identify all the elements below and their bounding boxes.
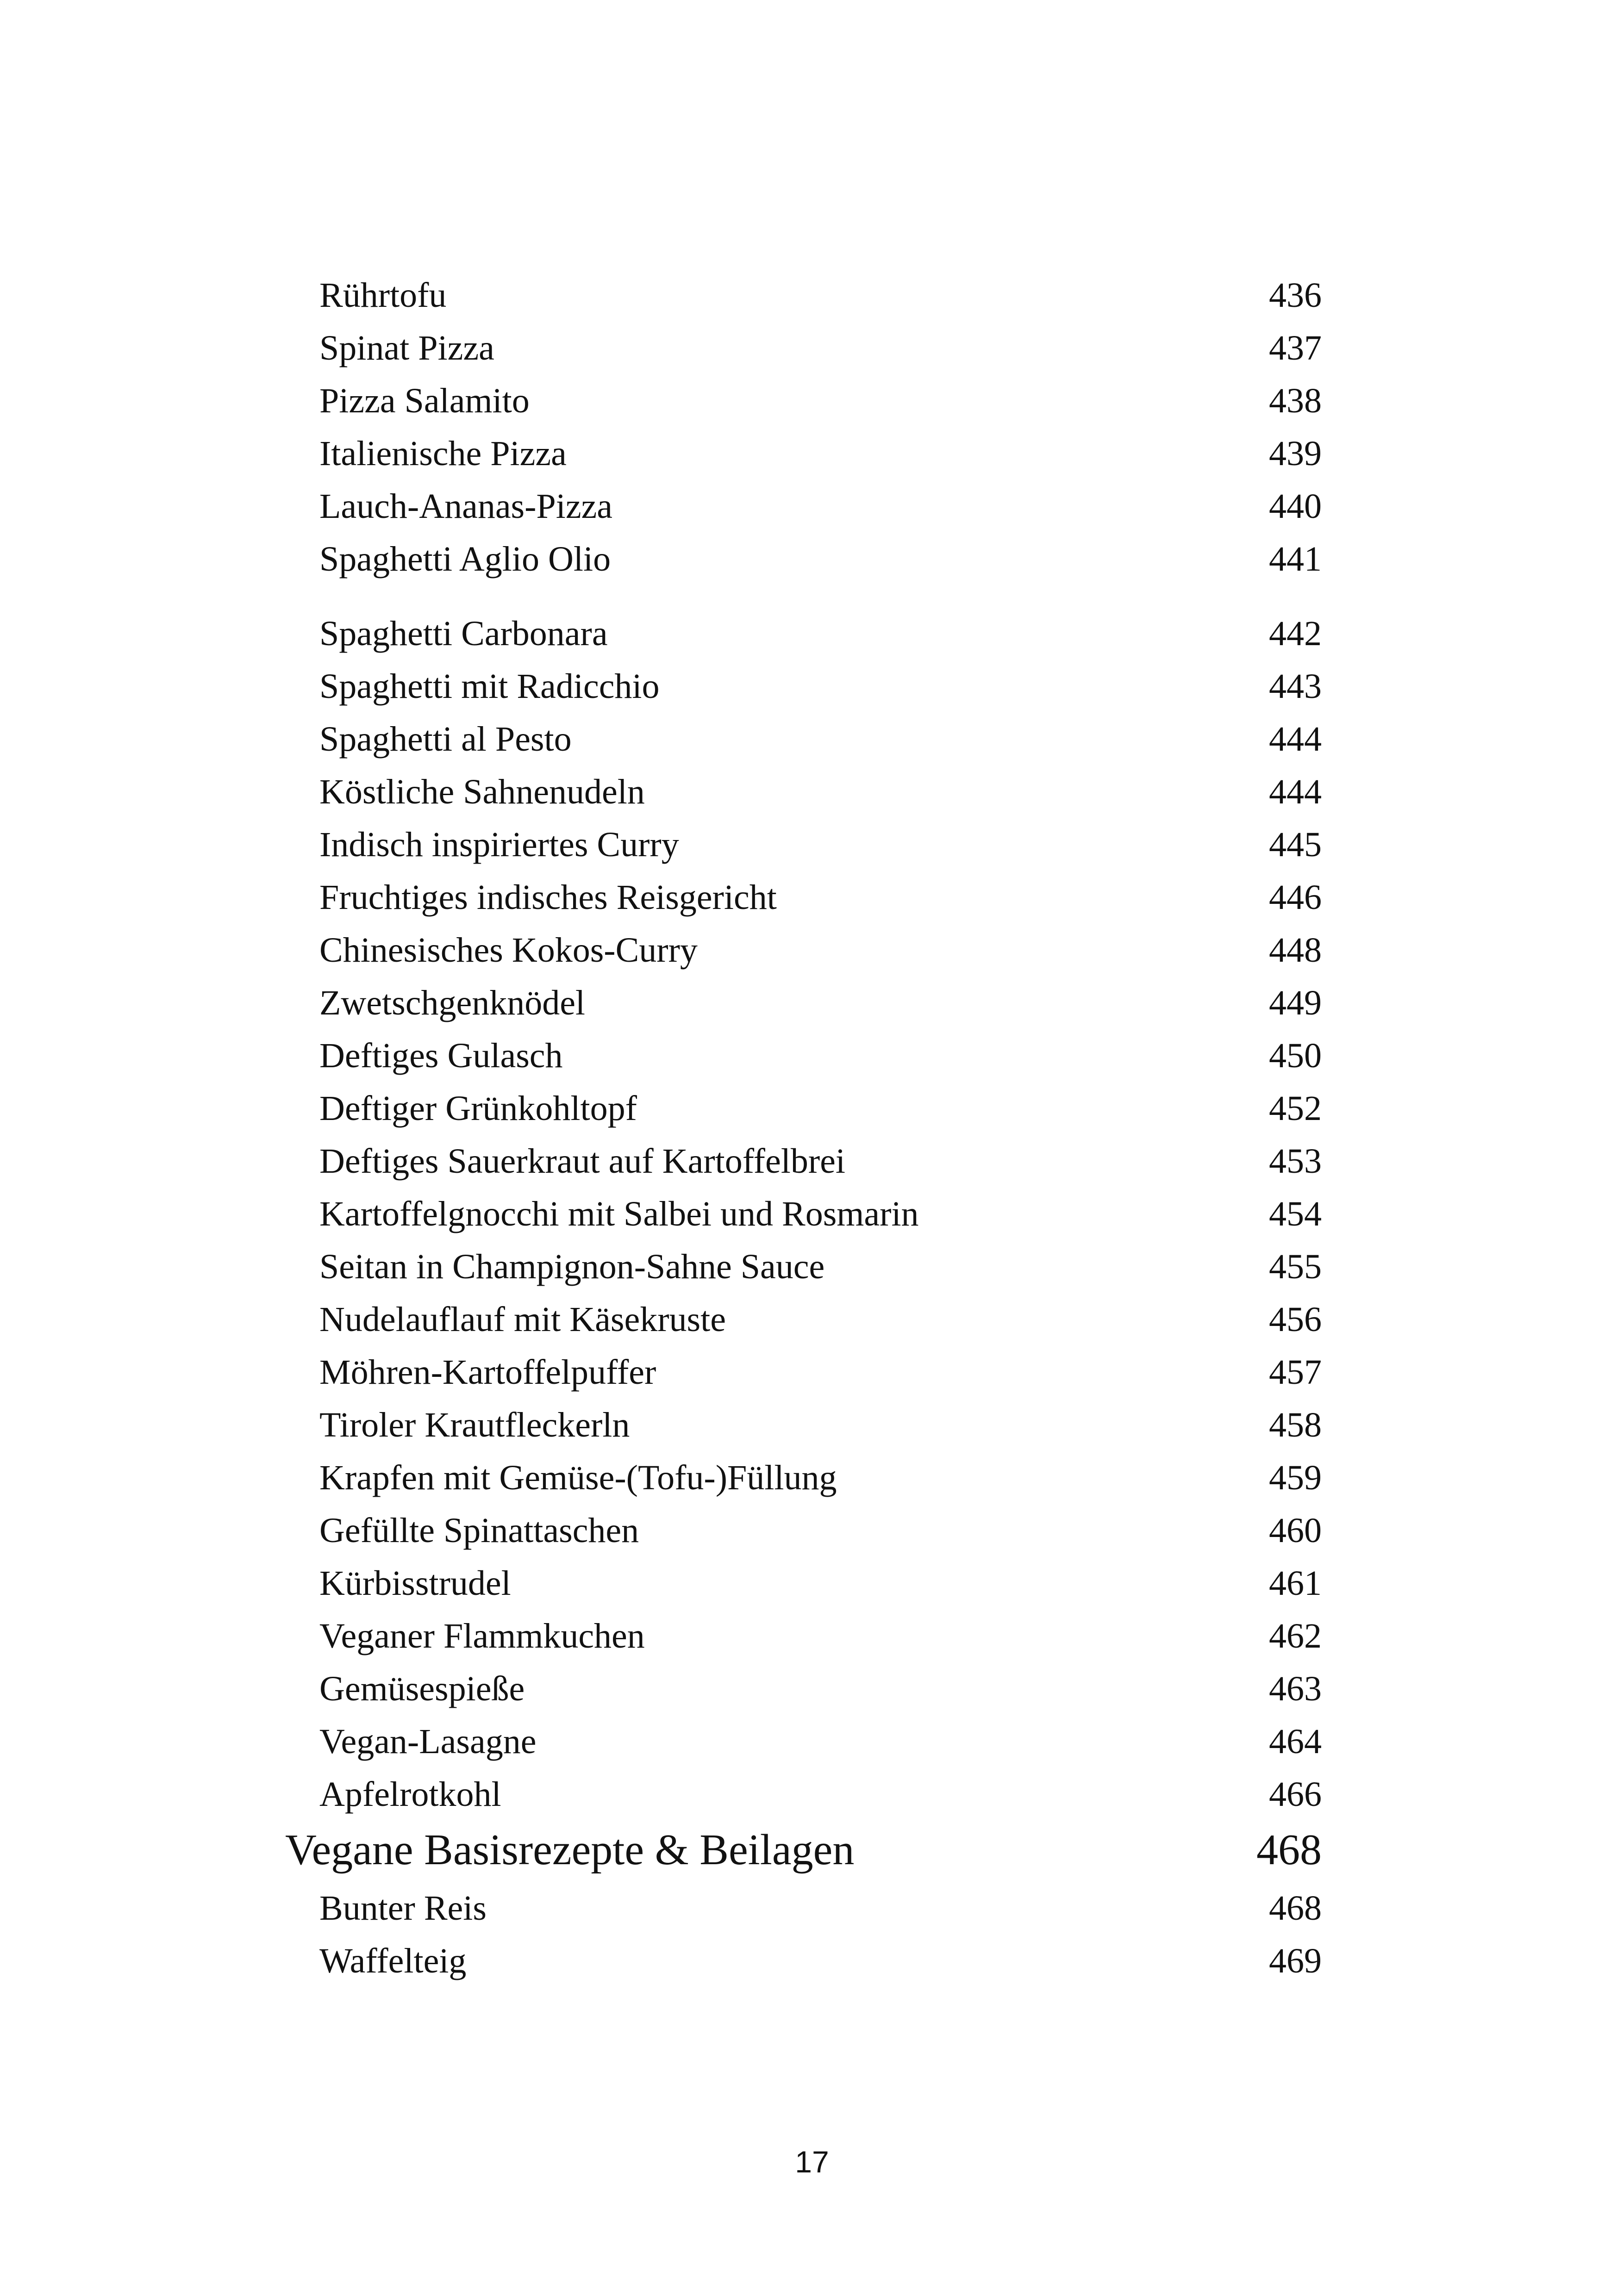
toc-entry-page: 444 [1269,772,1322,811]
toc-entry-title: Chinesisches Kokos-Curry [319,931,698,970]
toc-entry-page: 460 [1269,1511,1322,1550]
toc-entry [0,436,1624,492]
toc-entry-title: Gemüsespieße [319,1669,525,1708]
toc-entry-page: 449 [1269,983,1322,1022]
toc-entry-page: 439 [1269,434,1322,473]
toc-entry [0,1777,1624,1832]
toc-entry-page: 445 [1269,825,1322,864]
toc-entry-title: Italienische Pizza [319,434,567,473]
toc-entry-page: 438 [1269,381,1322,420]
toc-entry-page: 452 [1269,1089,1322,1128]
toc-entry-page: 442 [1269,614,1322,653]
toc-entry-title: Deftiger Grünkohltopf [319,1089,637,1128]
toc-entry-title: Zwetschgenknödel [319,983,586,1022]
toc-entry-title: Köstliche Sahnenudeln [319,772,645,811]
toc-entry-page: 464 [1269,1722,1322,1761]
toc-entry-page: 462 [1269,1617,1322,1655]
toc-entry [0,1513,1624,1568]
toc-entry [0,278,1624,333]
toc-entry-title: Veganer Flammkuchen [319,1617,645,1655]
toc-entry [0,1144,1624,1199]
toc-entry [0,774,1624,830]
toc-entry-title: Seitan in Champignon-Sahne Sauce [319,1247,825,1286]
toc-entry-title: Apfelrotkohl [319,1775,501,1814]
toc-entry-title: Gefüllte Spinattaschen [319,1511,639,1550]
toc-entry-title: Krapfen mit Gemüse-(Tofu-)Füllung [319,1458,837,1497]
toc-entry-page: 455 [1269,1247,1322,1286]
toc-entry-title: Bunter Reis [319,1889,487,1928]
toc-entry-page: 446 [1269,878,1322,917]
toc-entry-title: Deftiges Sauerkraut auf Kartoffelbrei [319,1142,845,1181]
toc-entry [0,933,1624,988]
toc-entry-page: 466 [1269,1775,1322,1814]
toc-entry [0,1249,1624,1305]
toc-entry-title: Indisch inspiriertes Curry [319,825,679,864]
toc-entry-page: 436 [1269,276,1322,315]
toc-entry [0,1566,1624,1621]
toc-entry-page: 469 [1269,1941,1322,1980]
toc-section-heading [0,1828,1624,1884]
toc-entry-title: Tiroler Krautfleckerln [319,1406,630,1444]
toc-entry [0,722,1624,777]
toc-entry-page: 456 [1269,1300,1322,1339]
toc-entry-title: Rührtofu [319,276,447,315]
toc-entry [0,1302,1624,1357]
toc-entry-title: Fruchtiges indisches Reisgericht [319,878,777,917]
toc-entry-title: Nudelauflauf mit Käsekruste [319,1300,726,1339]
toc-entry [0,1196,1624,1252]
toc-entry-page: 450 [1269,1036,1322,1075]
toc-entry-page: 440 [1269,487,1322,526]
toc-entry-title: Waffelteig [319,1941,467,1980]
toc-entry [0,827,1624,883]
toc-entry-title: Spinat Pizza [319,329,494,367]
page-number: 17 [795,2145,829,2179]
toc-entry-title: Pizza Salamito [319,381,530,420]
toc-entry-page: 468 [1256,1826,1322,1874]
toc-entry-page: 441 [1269,540,1322,579]
toc-entry-title: Spaghetti al Pesto [319,720,572,759]
toc-entry-title: Deftiges Gulasch [319,1036,563,1075]
toc-entry [0,1943,1624,1999]
toc-entry [0,1091,1624,1146]
toc-entry-page: 443 [1269,667,1322,706]
toc-entry [0,1038,1624,1094]
toc-entry-title: Kartoffelgnocchi mit Salbei und Rosmarin [319,1195,919,1233]
toc-entry-title: Möhren-Kartoffelpuffer [319,1353,656,1392]
toc-entry [0,1618,1624,1674]
toc-entry-page: 444 [1269,720,1322,759]
toc-entry-title: Vegane Basisrezepte & Beilagen [285,1826,855,1874]
toc-entry-page: 461 [1269,1564,1322,1603]
toc-entry [0,880,1624,935]
toc-entry [0,669,1624,724]
toc-entry-page: 453 [1269,1142,1322,1181]
toc-entry [0,541,1624,597]
toc-entry [0,985,1624,1041]
toc-entry [0,330,1624,386]
toc-entry-page: 457 [1269,1353,1322,1392]
toc-entry [0,489,1624,544]
toc-entry-page: 468 [1269,1889,1322,1928]
toc-entry-page: 437 [1269,329,1322,367]
toc-entry-title: Kürbisstrudel [319,1564,511,1603]
toc-entry-title: Vegan-Lasagne [319,1722,537,1761]
toc-entry [0,1460,1624,1516]
toc-entry-title: Spaghetti mit Radicchio [319,667,660,706]
toc-entry-page: 463 [1269,1669,1322,1708]
toc-entry [0,1891,1624,1946]
toc-entry [0,616,1624,672]
toc-entry-title: Spaghetti Carbonara [319,614,608,653]
toc-entry-page: 454 [1269,1195,1322,1233]
toc-entry [0,1355,1624,1410]
toc-entry [0,1724,1624,1780]
toc-entry-page: 459 [1269,1458,1322,1497]
toc-entry [0,1407,1624,1463]
toc-entry [0,383,1624,439]
toc-entry-page: 458 [1269,1406,1322,1444]
toc-entry-title: Spaghetti Aglio Olio [319,540,611,579]
toc-entry-title: Lauch-Ananas-Pizza [319,487,613,526]
toc-entry-page: 448 [1269,931,1322,970]
toc-entry [0,1671,1624,1727]
